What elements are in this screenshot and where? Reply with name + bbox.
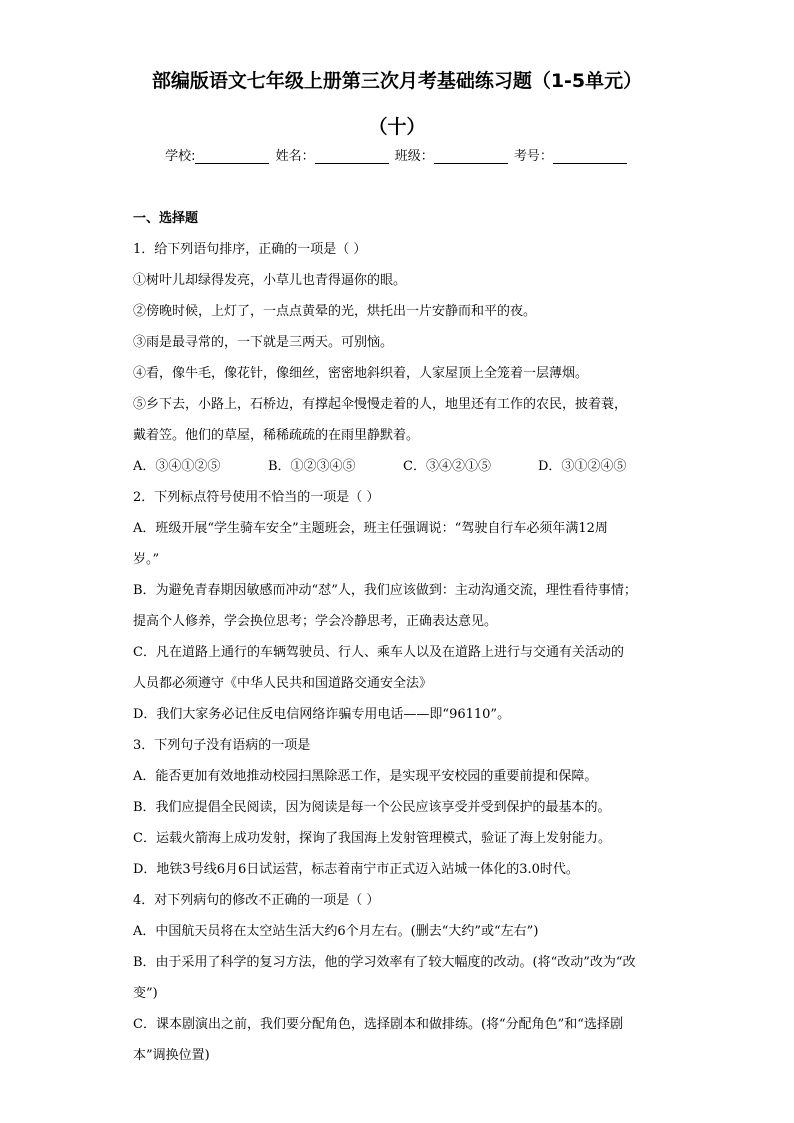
q2-option-d[interactable]: D．我们大家务必记住反电信网络诈骗专用电话——即“96110”。	[133, 707, 511, 722]
student-info-line	[0, 145, 794, 164]
q1-option-b[interactable]: B．①②③④⑤	[268, 459, 356, 474]
name-label: 姓名：	[275, 149, 315, 164]
q1-sentence-4: ④看，像牛毛，像花针，像细丝，密密地斜织着，人家屋顶上全笼着一层薄烟。	[133, 366, 589, 381]
school-blank[interactable]	[195, 151, 269, 164]
q1-option-d[interactable]: D．③①②④⑤	[538, 459, 627, 474]
q4-option-c-line1[interactable]: C．课本剧演出之前，我们要分配角色，选择剧本和做排练。(将“分配角色”和“选择剧	[133, 1017, 623, 1032]
q3-option-a[interactable]: A．能否更加有效地推动校园扫黑除恶工作，是实现平安校园的重要前提和保障。	[133, 769, 598, 784]
q4-option-b-line2[interactable]: 变”)	[133, 986, 158, 1001]
q3-option-b[interactable]: B．我们应提倡全民阅读，因为阅读是每一个公民应该享受并受到保护的最基本的。	[133, 800, 611, 815]
q2-option-c-line2[interactable]: 人员都必须遵守《中华人民共和国道路交通安全法》	[133, 676, 433, 691]
q4-option-a[interactable]: A．中国航天员将在太空站生活大约6个月左右。(删去“大约”或“左右”)	[133, 924, 539, 939]
q3-option-d[interactable]: D．地铁3号线6月6日试运营，标志着南宁市正式迈入站城一体化的3.0时代。	[133, 862, 579, 877]
q1-stem: 1．给下列语句排序，正确的一项是（ ）	[133, 242, 367, 257]
q4-option-c-line2[interactable]: 本”调换位置)	[133, 1048, 210, 1063]
number-blank[interactable]	[553, 151, 627, 164]
q1-sentence-1: ①树叶儿却绿得发亮，小草儿也青得逼你的眼。	[133, 273, 407, 288]
number-label: 考号：	[513, 149, 553, 164]
q1-sentence-5b: 戴着笠。他们的草屋，稀稀疏疏的在雨里静默着。	[133, 428, 420, 443]
page-subtitle: （十）	[368, 116, 426, 138]
q1-option-c[interactable]: C．③④②①⑤	[403, 459, 491, 474]
q2-option-a-line1[interactable]: A．班级开展“学生骑车安全”主题班会，班主任强调说：“驾驶自行车必须年满12周	[133, 521, 608, 536]
q1-option-a[interactable]: A．③④①②⑤	[133, 459, 221, 474]
q4-option-b-line1[interactable]: B．由于采用了科学的复习方法，他的学习效率有了较大幅度的改动。(将“改动”改为“改	[133, 955, 636, 970]
q2-option-c-line1[interactable]: C．凡在道路上通行的车辆驾驶员、行人、乘车人以及在道路上进行与交通有关活动的	[133, 645, 624, 660]
q2-option-a-line2[interactable]: 岁。”	[133, 552, 160, 567]
q1-choices	[133, 451, 673, 482]
q2-option-b-line2[interactable]: 提高个人修养，学会换位思考；学会冷静思考，正确表达意见。	[133, 614, 498, 629]
q3-stem: 3．下列句子没有语病的一项是	[133, 738, 311, 753]
q4-stem: 4．对下列病句的修改不正确的一项是（ ）	[133, 893, 380, 908]
q3-option-c[interactable]: C．运载火箭海上成功发射，探询了我国海上发射管理模式，验证了海上发射能力。	[133, 831, 611, 846]
class-label: 班级：	[394, 149, 434, 164]
question-body	[133, 203, 673, 1071]
q2-stem: 2．下列标点符号使用不恰当的一项是（ ）	[133, 490, 380, 505]
school-label: 学校:	[165, 149, 196, 164]
q2-option-b-line1[interactable]: B．为避免青春期因敏感而冲动“怼”人，我们应该做到：主动沟通交流，理性看待事情；	[133, 583, 637, 598]
q1-sentence-5a: ⑤乡下去，小路上，石桥边，有撑起伞慢慢走着的人，地里还有工作的农民，披着蓑，	[133, 397, 628, 412]
page-title: 部编版语文七年级上册第三次月考基础练习题（1-5单元）	[151, 70, 643, 92]
name-blank[interactable]	[315, 151, 389, 164]
q1-sentence-3: ③雨是最寻常的，一下就是三两天。可别恼。	[133, 335, 394, 350]
section-heading: 一、选择题	[133, 211, 199, 226]
class-blank[interactable]	[434, 151, 508, 164]
q1-sentence-2: ②傍晚时候，上灯了，一点点黄晕的光，烘托出一片安静而和平的夜。	[133, 304, 537, 319]
